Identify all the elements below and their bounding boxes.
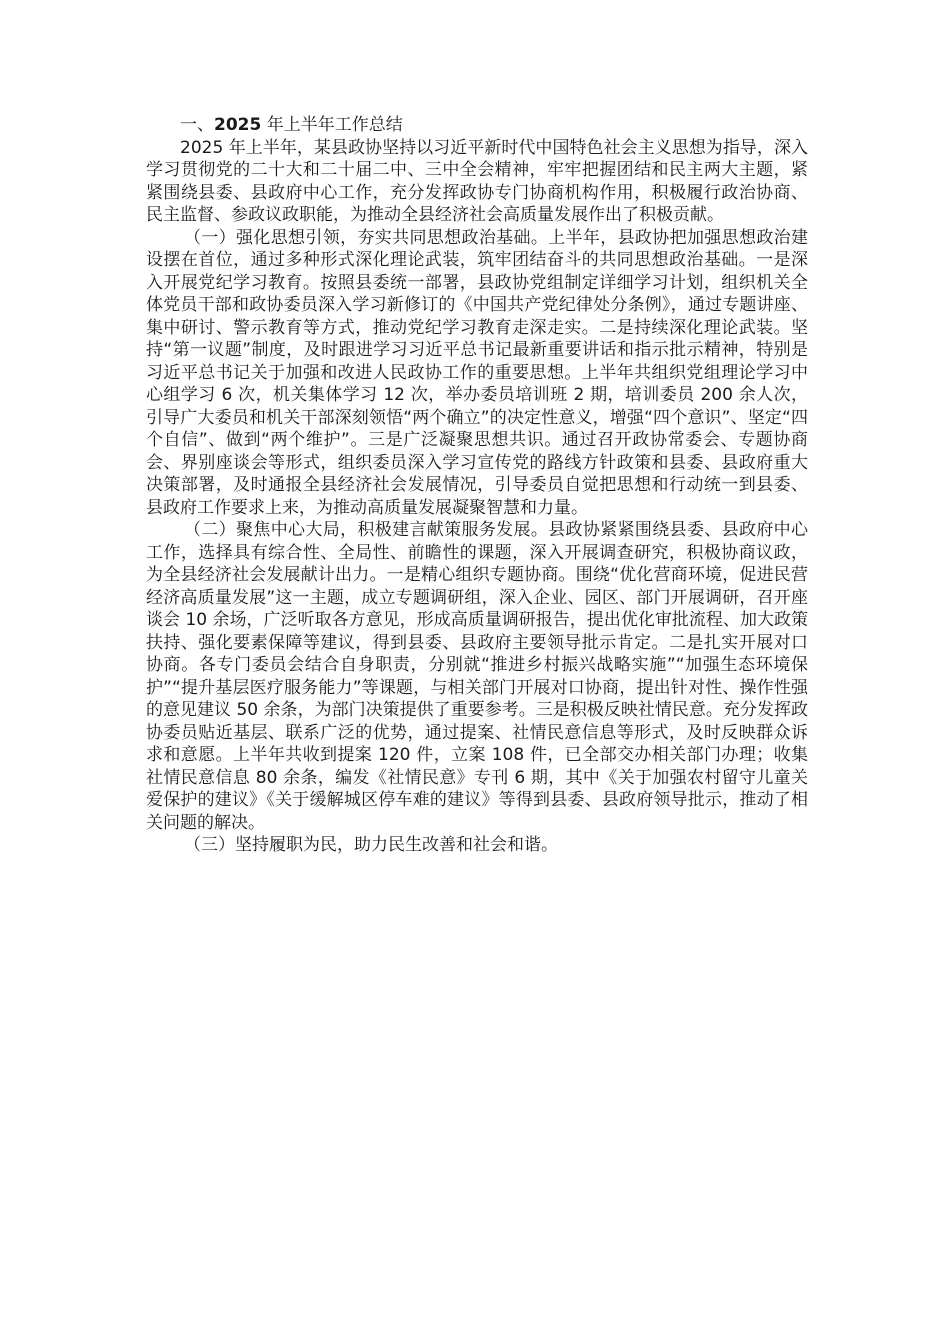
summary-paragraph: 2025 年上半年，某县政协坚持以习近平新时代中国特色社会主义思想为指导，深入学习贯彻党的二十大和二十届二中、三中全会精神，牢牢把握团结和民主两大主题，紧紧围绕县委、县政府中心工作，充分发挥政协专门协商机构作用，积极履行政治协商、民主监督、参政议政职能，为推动全县经济社会高质量发展作出了积极贡献。 [146,137,808,225]
document-body [146,114,808,857]
section-heading [146,114,808,137]
section-3-paragraph: （三）坚持履职为民，助力民生改善和社会和谐。 [184,835,558,855]
heading-prefix: 一、 [180,115,214,135]
heading-year: 2025 [214,115,262,135]
section-2-paragraph: （二）聚焦中心大局，积极建言献策服务发展。县政协紧紧围绕县委、县政府中心工作，选择具有综合性、全局性、前瞻性的课题，深入开展调查研究，积极协商议政，为全县经济社会发展献计出力。一是精心组织专题协商。围绕“优化营商环境，促进民营经济高质量发展”这一主题，成立专题调研组，深入企业、园区、部门开展调研，召开座谈会 10 余场，广泛听取各方意见，形成高质量调研报告，提出优化审批流程、加大政策扶持、强化要素保障等建议，得到县委、县政府主要领导批示肯定。二是扎实开展对口协商。各专门委员会结合自身职责，分别就“推进乡村振兴战略实施”“加强生态环境保护”“提升基层医疗服务能力”等课题，与相关部门开展对口协商，提出针对性、操作性强的意见建议 50 余条，为部门决策提供了重要参考。三是积极反映社情民意。充分发挥政协委员贴近基层、联系广泛的优势，通过提案、社情民意信息等形式，及时反映群众诉求和意愿。上半年共收到提案 120 件，立案 108 件，已全部交办相关部门办理；收集社情民意信息 80 余条，编发《社情民意》专刊 6 期，其中《关于加强农村留守儿童关爱保护的建议》《关于缓解城区停车难的建议》等得到县委、县政府领导批示，推动了相关问题的解决。 [146,520,808,833]
heading-suffix: 年上半年工作总结 [261,115,403,135]
section-1-paragraph: （一）强化思想引领，夯实共同思想政治基础。上半年，县政协把加强思想政治建设摆在首位，通过多种形式深化理论武装，筑牢团结奋斗的共同思想政治基础。一是深入开展党纪学习教育。按照县委统一部署，县政协党组制定详细学习计划，组织机关全体党员干部和政协委员深入学习新修订的《中国共产党纪律处分条例》，通过专题讲座、集中研讨、警示教育等方式，推动党纪学习教育走深走实。二是持续深化理论武装。坚持“第一议题”制度，及时跟进学习习近平总书记最新重要讲话和指示批示精神，特别是习近平总书记关于加强和改进人民政协工作的重要思想。上半年共组织党组理论学习中心组学习 6 次，机关集体学习 12 次，举办委员培训班 2 期，培训委员 200 余人次，引导广大委员和机关干部深刻领悟“两个确立”的决定性意义，增强“四个意识”、坚定“四个自信”、做到“两个维护”。三是广泛凝聚思想共识。通过召开政协常委会、专题协商会、界别座谈会等形式，组织委员深入学习宣传党的路线方针政策和县委、县政府重大决策部署，及时通报全县经济社会发展情况，引导委员自觉把思想和行动统一到县委、县政府工作要求上来，为推动高质量发展凝聚智慧和力量。 [146,227,808,518]
